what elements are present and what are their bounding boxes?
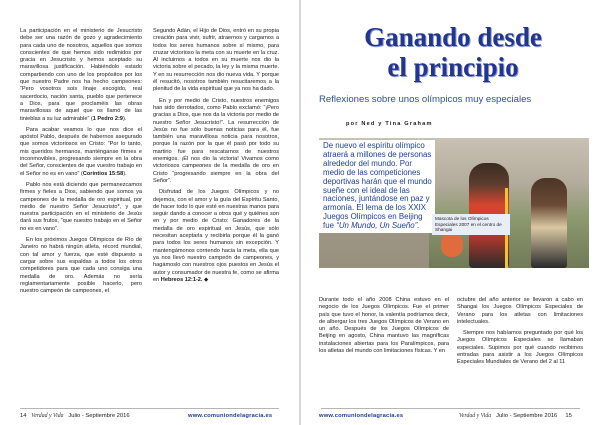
paragraph: En y por medio de Cristo, nuestros enemigos han sido derrotados, como Pablo exclamó: “¡Pero gracias a Dios, que nos da la victoria por medio de nuestro Señor Jesucristo!”. La resurrección de Jesús no fue sólo buenas noticias para él, fue también una maravillosa noticia para nosotros, porque la razón por la que él pasó por todo su martirio fue para rescatarnos de nuestros enemigos. ¡Él nos dio la victoria! Vivamos como victoriosos campeones de la medalla de oro en Cristo “progresando siempre en la obra del Señor”.: [153, 97, 279, 184]
paragraph: La participación en el ministerio de Jesucristo debe ser una razón de gozo y agradecimiento para cada uno de nosotros, aquellos que somos conscientes de que hemos sido redimidos por gracia en Jesucristo y hemos aceptado su maravillosa justificación. Habiéndolo estado compartiendo con uno de los propósitos por los que nuestro Padre nos ha hecho campeones: “Pero vosotros sois linaje escogido, real sacerdocio, nación santa, pueblo que pertenece a Dios, para que proclaméis las obras maravillosas de aquel que os llamó de las tinieblas a su luz admirable” (1 Pedro 2:9).: [20, 28, 142, 122]
right-footer: [459, 413, 572, 419]
paragraph: Siempre nos habíamos preguntado por qué los Juegos Olímpicos Especiales se llamaban especiales. Supimos por qué cuando recibimos entradas para asistir a los Juegos Olímpicos Especiales Mundiales de Verano del 2 al 11: [457, 330, 583, 366]
left-footer: [20, 413, 130, 419]
paragraph: Para acabar veamos lo que nos dice el apóstol Pablo, después de habernos asegurado que somos victoriosos en Cristo: “Por lo tanto, mis queridos hermanos, manténganse firmes e inconmovibles, progresando siempre en la obra del Señor, conscientes de que vuestro trabajo en el Señor no es en vano” (Corintios 15:58).: [20, 126, 142, 177]
left-column-2: [153, 28, 279, 288]
paragraph: Pablo nos está diciendo que permanezcamos firmes y fieles a Dios, sabiendo que somos ya campeones de la medalla de oro espiritual, por medio de nuestro Señor Jesucristo*, y que nuestra participación en el ministerio de Jesús dará sus frutos, “que nuestro trabajo en el Señor no es en vano”.: [20, 181, 142, 232]
left-page: [0, 0, 299, 425]
scripture-ref: 1 Pedro 2:9: [92, 115, 123, 122]
left-footer-url: [188, 413, 272, 419]
photo-caption: Mascota de los Olímpicos Especiales 2007 en el centro de Shangai: [432, 214, 510, 235]
paragraph: En los próximos Juegos Olímpicos de Río de Janeiro no habrá ningún atleta, récord mundial, con tal amor y fuerza, que esté dispuesto a cargar sobre sus espaldas a todos los otros competidores para que cada uno consiga una medalla de oro. Además no sería reglamentariamente posible hacerlo, pero nuestro campeón de campeones, el: [20, 237, 142, 295]
scripture-ref: Hebreos 12:1-2.: [160, 276, 203, 283]
issue-date: Julio - Septiembre 2016: [496, 413, 558, 419]
right-footer-url: [319, 413, 403, 419]
mascot-figure: [441, 233, 463, 257]
website-link[interactable]: www.comuniondelagracia.es: [188, 413, 273, 419]
scripture-ref: Corintios 15:58: [82, 170, 124, 177]
magazine-name: Verdad y Vida: [459, 413, 492, 419]
right-column-1: [319, 297, 449, 359]
magazine-name: Verdad y Vida: [31, 413, 64, 419]
right-page: [301, 0, 600, 425]
motto: “Un Mundo, Un Sueño”.: [336, 221, 420, 231]
article-subtitle: Reflexiones sobre unos olímpicos muy especiales: [319, 94, 532, 105]
website-link[interactable]: www.comuniondelagracia.es: [319, 413, 404, 419]
paragraph: Durante todo el año 2008 China estuvo en el negocio de los Juegos Olímpicos. Fue el primer país que tuvo el honor, la valentía podríamos decir, de albergar los tres Juegos Olímpicos de Verano en un año. Después de los Juegos Olímpicos de Beijing en agosto, China mantuvo las magníficas instalaciones abiertas para los Paralímpicos, para los atletas del mundo con limitaciones físicas. Y en: [319, 297, 449, 355]
page-number: 15: [565, 413, 572, 419]
intro-text: De nuevo el espíritu olímpico atraerá a millones de personas alrededor del mundo. Por medio de las competiciones deportivas harán que el mundo sueñe con el ideal de las naciones, juntándose en paz y armonía. El lema de los XXIX Juegos Olímpicos en Beijing fue “Un Mundo, Un Sueño”.: [319, 140, 435, 233]
paragraph: octubre del año anterior se llevaron a cabo en Shangai los Juegos Olímpicos Especiales de Verano para los atletas con limitaciones intelectuales.: [457, 297, 583, 325]
paragraph: Disfrutad de los Juegos Olímpicos y no dejemos, con el amor y la guía del Espíritu Santo, de hacer todo lo que esté en nuestras manos para seguir dando a conocer a otros qué y quiénes son en y por medio de Cristo: Ganadores de la medalla de oro espiritual en Jesús, que sólo necesitan aceptarla y recibirla porque él la ganó para todos los seres humanos sin excepción. Y mantengámonos corriendo hacia la meta, ella que ya nos llevó nuestro campeón de campeones, y hagámoslo con nuestros ojos puestos en Jesús el autor y consumador de nuestra fe, como se afirma en Hebreos 12:1-2. ◆: [153, 189, 279, 283]
left-column-1: [20, 28, 142, 299]
byline: por Ned y Tina Graham: [346, 121, 433, 127]
paragraph: Segundo Adán, el Hijo de Dios, entró en su propia creación para vivir, sufrir, atraernos y cargarnos a todos los seres humanos sobre sí mismo, para cruzar victorioso la meta con su muerte en la cruz. Al incluirnos a todos en su muerte nos dio la victoria sobre el pecado, la ley y la misma muerte. Y en su resurrección nos dio nueva vida. Y porque él resucitó, nosotros también resucitaremos a la plenitud de la vida espiritual que ya nos ha dado.: [153, 28, 279, 93]
page-number: 14: [20, 413, 27, 419]
footer-rule: [20, 408, 279, 409]
athlete-figure: [531, 178, 567, 268]
right-column-2: [457, 297, 583, 371]
issue-date: Julio - Septiembre 2016: [68, 413, 130, 419]
article-title: Ganando desde el principio: [364, 22, 542, 82]
footer-rule: [321, 408, 580, 409]
